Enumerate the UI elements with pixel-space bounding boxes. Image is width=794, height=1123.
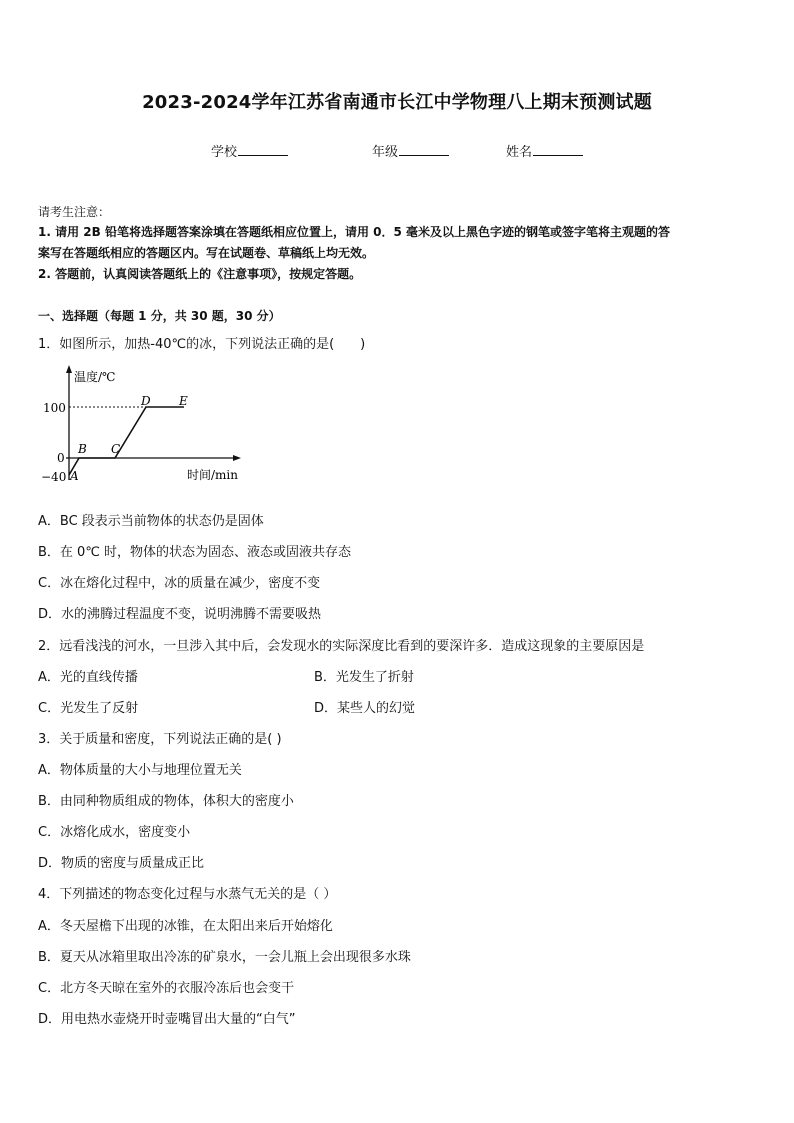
question-2-option-b: B．光发生了折射 (314, 670, 414, 685)
notice-item-1-line-1: 1. 请用 2B 铅笔将选择题答案涂填在答题纸相应位置上，请用 0．5 毫米及以上黑色字迹的钢笔或签字笔将主观题的答 (38, 225, 670, 239)
x-axis-label: 时间/min (187, 468, 238, 482)
section-heading: 一、选择题（每题 1 分，共 30 题，30 分） (38, 309, 281, 323)
question-4-option-c: C．北方冬天晾在室外的衣服冷冻后也会变干 (38, 981, 295, 996)
question-1-option-b: B．在 0℃ 时，物体的状态为固态、液态或固液共存态 (38, 545, 352, 560)
tick-minus-40: −40 (41, 470, 67, 484)
school-blank (238, 144, 288, 156)
grade-field (372, 141, 449, 160)
grade-blank (399, 144, 449, 156)
question-2-option-d: D．某些人的幻觉 (314, 701, 416, 716)
y-axis-arrow (66, 365, 72, 373)
point-c: C (111, 442, 121, 456)
name-label: 姓名 (506, 145, 533, 160)
name-blank (533, 144, 583, 156)
question-3-option-a: A．物体质量的大小与地理位置无关 (38, 763, 242, 778)
notice-heading: 请考生注意： (38, 205, 111, 219)
grade-label: 年级 (372, 145, 399, 160)
question-3-option-b: B．由同种物质组成的物体，体积大的密度小 (38, 794, 294, 809)
question-2-option-c: C．光发生了反射 (38, 701, 139, 716)
tick-0: 0 (57, 451, 65, 465)
school-field (211, 141, 288, 160)
question-1-stem: 1．如图所示，加热-40℃的冰，下列说法正确的是( ) (38, 337, 366, 352)
question-4-option-b: B．夏天从冰箱里取出冷冻的矿泉水，一会儿瓶上会出现很多水珠 (38, 950, 411, 965)
question-2-option-a: A．光的直线传播 (38, 670, 138, 685)
question-4-option-d: D．用电热水壶烧开时壶嘴冒出大量的“白气” (38, 1012, 296, 1027)
page-title: 2023-2024学年江苏省南通市长江中学物理八上期末预测试题 (142, 92, 652, 113)
y-axis-label: 温度/℃ (74, 370, 116, 384)
question-3-option-c: C．冰熔化成水，密度变小 (38, 825, 191, 840)
notice-item-1-line-2: 案写在答题纸相应的答题区内。写在试题卷、草稿纸上均无效。 (38, 246, 375, 260)
question-1-option-d: D．水的沸腾过程温度不变，说明沸腾不需要吸热 (38, 607, 322, 622)
notice-item-2: 2. 答题前，认真阅读答题纸上的《注意事项》，按规定答题。 (38, 267, 362, 281)
question-3-option-d: D．物质的密度与质量成正比 (38, 856, 205, 871)
question-1-option-a: A．BC 段表示当前物体的状态仍是固体 (38, 514, 264, 529)
question-4-option-a: A．冬天屋檐下出现的冰锥，在太阳出来后开始熔化 (38, 919, 333, 934)
point-e: E (179, 394, 188, 408)
temperature-time-graph (38, 362, 258, 490)
point-b: B (78, 442, 87, 456)
question-4-stem: 4．下列描述的物态变化过程与水蒸气无关的是（ ） (38, 887, 337, 902)
x-axis-arrow (233, 455, 241, 461)
question-3-stem: 3．关于质量和密度，下列说法正确的是( ) (38, 732, 282, 747)
school-label: 学校 (211, 145, 238, 160)
point-d: D (141, 394, 151, 408)
point-a: A (70, 469, 79, 483)
question-2-stem: 2．远看浅浅的河水，一旦涉入其中后，会发现水的实际深度比看到的要深许多．造成这现象的主要原因是 (38, 639, 645, 654)
name-field (506, 141, 583, 160)
question-1-option-c: C．冰在熔化过程中，冰的质量在减少，密度不变 (38, 576, 321, 591)
heating-curve (69, 407, 184, 475)
tick-100: 100 (43, 401, 66, 415)
